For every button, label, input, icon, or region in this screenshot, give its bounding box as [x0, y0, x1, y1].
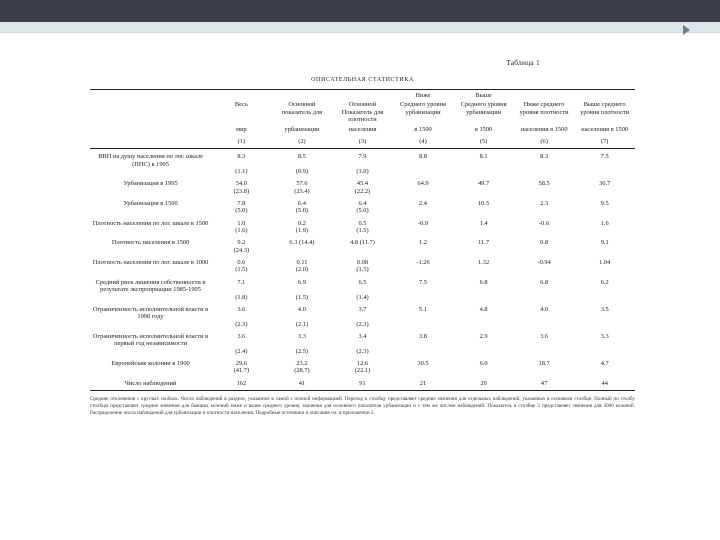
stddev-cell [453, 348, 514, 356]
empty-cell [90, 266, 211, 274]
table-cell: 30.5 [417, 360, 429, 368]
stddev-cell [514, 294, 575, 302]
table-cell: 2.9 [479, 332, 488, 340]
row-label: Ограниченность исполнительной власти в 1990 году [92, 305, 209, 321]
stddev-cell [514, 188, 575, 196]
row-label: ВВП на душу населения по лог. шкале (ППС) в 1995 [98, 153, 203, 168]
column-number-cell: (7) [574, 134, 635, 149]
stddev-cell [514, 266, 575, 274]
table-title: Таблица 1 [506, 58, 540, 67]
table-cell: 23.2 [296, 360, 308, 368]
stddev-cell [514, 227, 575, 235]
table-cell: 1.0 [237, 219, 246, 227]
table-row [90, 196, 635, 207]
stddev-cell [393, 348, 454, 356]
column-number-cell [90, 134, 211, 149]
row-label: Число наблюдений [90, 376, 211, 391]
header-row [90, 91, 635, 99]
table-cell: 4.7 [600, 360, 609, 368]
table-subtitle: ОПИСАТЕЛЬНАЯ СТАТИСТИКА [311, 77, 414, 83]
table-cell: 8.1 [479, 153, 488, 161]
table-cell: 1.6 [600, 219, 609, 227]
header-top-cell [332, 91, 393, 99]
row-label: Урбанизация в 1995 [123, 180, 178, 188]
table-cell: 7.5 [419, 278, 428, 286]
column-number-cell: (3) [332, 134, 393, 149]
header-bottom-cell [90, 123, 211, 133]
table-cell: 8.8 [419, 153, 428, 161]
empty-cell [90, 168, 211, 176]
table-cell: 0.6 [237, 259, 246, 267]
table-cell: 1.2 [419, 239, 428, 247]
stddev-cell [574, 266, 635, 274]
table-cell: 58.5 [538, 180, 550, 188]
table-cell: 0.11 [296, 259, 308, 267]
table-cell: 0.2 [297, 219, 306, 227]
table-row [90, 235, 635, 246]
table-cell: -0.94 [537, 259, 551, 267]
header-bottom-cell: урбанизации [284, 126, 320, 134]
table-row-stddev [90, 207, 635, 215]
header-title-cell: Основной Показатель для плотности [341, 101, 384, 124]
table-row-stddev [90, 188, 635, 196]
table-cell: 9.5 [600, 199, 609, 207]
table-row-stddev [90, 348, 635, 356]
table-cell: 4.8 [479, 305, 488, 313]
header-bottom-cell: мир [236, 126, 247, 134]
table-cell: 11.7 [478, 239, 490, 247]
table-cell: 0.8 [540, 239, 549, 247]
table-cell: 4.0 [297, 305, 306, 313]
header-top-cell [90, 91, 211, 99]
header-top-cell [514, 91, 575, 99]
header-bottom-cell: населения в 1500 [581, 126, 629, 134]
stddev-cell: (2.1) [295, 320, 309, 328]
stddev-cell: (5.0) [235, 207, 248, 215]
row-label: Ограниченность исполнительной власти в первый год независимости [92, 332, 209, 348]
table-row [90, 302, 635, 321]
table-row [90, 356, 635, 367]
stddev-cell [453, 188, 514, 196]
stddev-cell [514, 247, 575, 255]
table-cell: 3.6 [237, 332, 246, 340]
row-label: Европейские колонии в 1900 [111, 360, 190, 368]
empty-cell [90, 294, 211, 302]
header-row [90, 99, 635, 123]
header-title-cell [90, 99, 211, 123]
table-cell: 7.9 [358, 153, 367, 161]
table-row [90, 329, 635, 348]
stddev-cell [393, 266, 454, 274]
table-cell: 1.4 [479, 219, 488, 227]
stddev-cell [393, 367, 454, 375]
column-number-cell: (6) [514, 134, 575, 149]
table-cell: 3.3 [600, 332, 609, 340]
row-label: Плотность населения в 1500 [111, 239, 190, 247]
table-row-stddev [90, 168, 635, 176]
stddev-cell: (2.4) [235, 347, 248, 355]
stddev-cell: (2.3) [235, 320, 248, 328]
stddev-cell [393, 188, 454, 196]
stddev-cell [574, 321, 635, 329]
stddev-cell: (22.1) [354, 367, 371, 375]
stddev-cell [514, 321, 575, 329]
stddev-cell [574, 227, 635, 235]
table-cell: 18.7 [538, 360, 550, 368]
empty-cell [90, 367, 211, 375]
table-cell: 5.1 [419, 305, 428, 313]
header-top-cell: Ниже [415, 92, 431, 99]
stddev-cell: (1.5) [356, 266, 369, 274]
table-row [90, 149, 635, 168]
row-label: Плотность населения по лог. шкале в 1000 [92, 259, 209, 267]
table-row-observations [90, 376, 635, 391]
stddev-cell [574, 188, 635, 196]
empty-cell [90, 247, 211, 255]
table-cell: 7.1 [237, 278, 246, 286]
stddev-cell [453, 321, 514, 329]
table-cell: 9.1 [600, 239, 609, 247]
stddev-cell: (23.8) [233, 187, 250, 195]
stddev-cell: (1.8) [235, 293, 248, 301]
table-cell: 1.32 [477, 259, 490, 267]
stddev-cell: (5.0) [356, 207, 369, 215]
table-cell: 8.3 [540, 153, 549, 161]
table-cell: 6.4 [358, 199, 367, 207]
table-row-stddev [90, 227, 635, 235]
triangle-right-icon [683, 25, 690, 35]
table-cell: 0.5 [358, 219, 367, 227]
table-cell: 9.2 [237, 239, 246, 247]
stddev-cell [514, 348, 575, 356]
empty-cell [90, 348, 211, 356]
stddev-cell: (5.0) [295, 207, 309, 215]
table-row [90, 216, 635, 227]
header-top-cell [574, 91, 635, 99]
table-row [90, 176, 635, 187]
table-cell: 6.8 [479, 278, 488, 286]
stddev-cell: (1.6) [235, 227, 248, 235]
row-label: Плотность населения по лог. шкале в 1500 [92, 219, 209, 227]
table-cell: 162 [211, 376, 272, 391]
stddev-cell [574, 247, 635, 255]
table-cell: 21 [393, 376, 454, 391]
stddev-cell: (1.5) [235, 266, 248, 274]
stddev-cell [574, 367, 635, 375]
table-cell: 64.9 [417, 180, 429, 188]
table-cell: 3.6 [540, 332, 549, 340]
table-cell: 0.08 [356, 259, 369, 267]
stddev-cell: (1.9) [295, 227, 309, 235]
stddev-cell [393, 168, 454, 176]
table-cell: 3.4 [358, 332, 367, 340]
stddev-cell [453, 367, 514, 375]
table-cell: 1.04 [599, 259, 611, 267]
header-top-cell [272, 91, 333, 99]
stddev-cell: (28.7) [294, 367, 310, 375]
empty-cell [90, 227, 211, 235]
column-number-cell: (1) [211, 134, 272, 149]
table-cell: 4.0 [540, 305, 549, 313]
table-cell: 2.3 [540, 199, 549, 207]
header-title-cell: Выше среднего уровня плотности [580, 101, 630, 116]
header-bottom-cell: в 1500 [414, 126, 432, 134]
header-row [90, 134, 635, 149]
row-label: Средний риск лишения собственности в результате экспроприации 1985-1995 [95, 278, 206, 294]
header-title-cell: Ниже среднего уровня плотности [519, 101, 569, 116]
table-cell: 7.8 [237, 199, 246, 207]
stddev-cell [514, 207, 575, 215]
header-title-cell: Весь [234, 101, 248, 109]
stddev-cell: (22.2) [354, 187, 371, 195]
table-cell: 20 [453, 376, 514, 391]
stddev-cell [332, 247, 393, 255]
column-number-cell: (4) [393, 134, 454, 149]
table-cell: 12.6 [356, 360, 369, 368]
stddev-cell: (2.3) [356, 347, 369, 355]
document-page [90, 58, 635, 417]
stddev-cell: (23.4) [294, 187, 310, 195]
empty-cell [90, 321, 211, 329]
table-cell: 45.4 [356, 180, 369, 188]
stddev-cell [514, 367, 575, 375]
stddev-cell: (1.1) [235, 167, 248, 175]
header-row [90, 123, 635, 133]
table-cell: -0.6 [539, 219, 550, 227]
stddev-cell: (1.4) [356, 293, 369, 301]
table-cell: 6.2 [600, 278, 609, 286]
table-cell: 49.7 [477, 180, 490, 188]
table-cell: -0.9 [417, 219, 429, 227]
table-cell: 41 [272, 376, 333, 391]
table-cell: 3.7 [358, 305, 367, 313]
table-row-stddev [90, 266, 635, 274]
stddev-cell [272, 247, 333, 255]
stddev-cell: (2.0) [295, 266, 309, 274]
stddev-cell: (2.5) [295, 347, 309, 355]
stddev-cell [393, 227, 454, 235]
stddev-cell [453, 294, 514, 302]
table-cell: 4.8 (11.7) [350, 239, 375, 247]
stddev-cell: (41.7) [233, 367, 250, 375]
table-cell: 54.0 [235, 180, 247, 188]
stddev-cell [574, 207, 635, 215]
header-top-cell: Выше [475, 92, 492, 99]
table-cell: 3.5 [600, 305, 609, 313]
table-footnote: Средние отклонения с круглых скобках. Число наблюдений в разделе, указанное в самой с полной информацией. Переход к столбцу представляет средние значения для отдельных наблюдений, указанных в основном столбце. Полный по столбу столбцы представляет средние значения для бывших колоний ниже и выше среднего уровня, значения для основного показателя урбанизации и с тем же числом наблюдений. Показатель в столбце 3 представляет значения для 3000 колоний. Распределение числа наблюдений для урбанизации и плотности населения. Подробные источники и описание см. в приложении 2. [90, 396, 635, 416]
header-bottom-cell: в 1500 [474, 126, 493, 134]
table-row [90, 275, 635, 294]
stddev-cell [514, 168, 575, 176]
stddev-cell: (0.9) [295, 167, 309, 175]
stddev-cell [393, 207, 454, 215]
stddev-cell [574, 294, 635, 302]
stddev-cell [574, 348, 635, 356]
table-cell: 47 [514, 376, 575, 391]
column-number-cell: (2) [272, 134, 333, 149]
row-label: Урбанизация в 1500 [123, 199, 178, 207]
table-cell: 8.3 [237, 153, 246, 161]
table-cell: 6.5 [358, 278, 367, 286]
table-cell: 2.4 [419, 199, 428, 207]
header-title-cell: Основной показатель для [281, 101, 323, 116]
column-number-cell: (5) [453, 134, 514, 149]
stddev-cell [453, 266, 514, 274]
statistics-table [90, 89, 635, 391]
table-cell: -1.26 [416, 259, 430, 267]
table-cell: 8.5 [297, 153, 306, 161]
stddev-cell: (24.3) [233, 246, 250, 254]
header-bottom-cell: населения [348, 126, 377, 134]
stddev-cell [453, 247, 514, 255]
table-row-stddev [90, 294, 635, 302]
table-row-stddev [90, 367, 635, 375]
table-cell: 6.3 (14.4) [289, 239, 315, 247]
stddev-cell: (1.5) [295, 293, 309, 301]
stddev-cell [393, 294, 454, 302]
table-cell: 29.6 [235, 360, 247, 368]
table-cell: 6.9 [297, 278, 306, 286]
table-cell: 57.6 [296, 180, 308, 188]
header-bottom-cell: населения в 1500 [520, 126, 568, 134]
stddev-cell [453, 207, 514, 215]
table-cell: 3.3 [297, 332, 306, 340]
stddev-cell [453, 227, 514, 235]
table-row-stddev [90, 247, 635, 255]
header-title-cell: Среднего уровня урбанизации [400, 101, 446, 116]
slide-top-bar [0, 0, 720, 22]
stddev-cell [393, 247, 454, 255]
table-cell: 36.7 [599, 180, 611, 188]
header-top-cell [211, 91, 272, 99]
table-cell: 6.0 [479, 360, 488, 368]
slide-accent-band [0, 22, 720, 33]
stddev-cell [574, 168, 635, 176]
table-cell: 91 [332, 376, 393, 391]
stddev-cell [453, 168, 514, 176]
stddev-cell: (1.0) [356, 167, 369, 175]
table-cell: 6.4 [297, 199, 306, 207]
table-row [90, 255, 635, 266]
table-cell: 6.8 [540, 278, 549, 286]
table-cell: 44 [574, 376, 635, 391]
stddev-cell [393, 321, 454, 329]
table-cell: 3.8 [419, 332, 428, 340]
table-cell: 10.5 [477, 199, 490, 207]
empty-cell [90, 207, 211, 215]
stddev-cell: (1.5) [356, 227, 369, 235]
empty-cell [90, 188, 211, 196]
header-title-cell: Среднего уровня урбанизации [460, 101, 507, 116]
table-row-stddev [90, 321, 635, 329]
stddev-cell: (2.3) [356, 320, 369, 328]
table-cell: 3.6 [237, 305, 246, 313]
table-cell: 7.5 [600, 153, 609, 161]
